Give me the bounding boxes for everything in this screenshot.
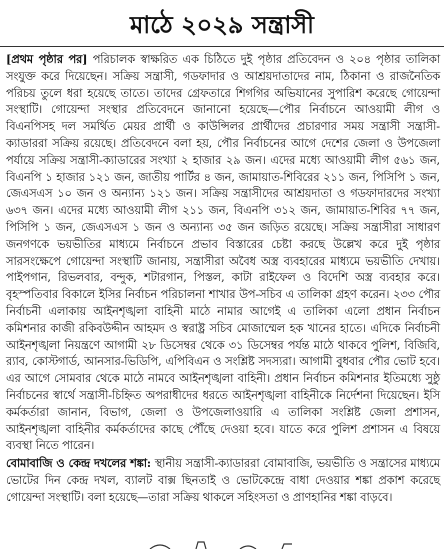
article-body	[0, 47, 444, 507]
glyph-fragment	[196, 542, 206, 549]
paragraph-2-text: স্থানীয় সন্ত্রাসী-ক্যাডাররা বোমাবাজি, ভয়ভীতি ও সন্ত্রাসের মাধ্যমে ভোটের দিন কেন্দ্র দখল, ব্যালট বাক্স ছিনতাই ও ভোটকেন্দ্রে বাধা দেওয়ার শঙ্কা প্রকাশ করেছে গোয়েন্দা সংস্থাটি। বলা হয়েছে—তারা সক্রিয় থাকলে সহিংসতা ও প্রাণহানির শঙ্কা বাড়বে।	[6, 457, 440, 504]
cut-off-bottom-edge	[0, 539, 444, 549]
section-subhead: বোমাবাজি ও কেন্দ্র দখলের শঙ্কা:	[6, 456, 151, 471]
article-paragraph-1	[6, 51, 440, 455]
continuation-kicker: [প্রথম পৃষ্ঠার পর]	[6, 52, 88, 66]
article-paragraph-2	[6, 455, 440, 506]
paragraph-1-text: পরিচালক স্বাক্ষরিত এক চিঠিতে দুই পৃষ্ঠার প্রতিবেদন ও ২০৪ পৃষ্ঠার তালিকা সংযুক্ত করে দিয়েছেন। সক্রিয় সন্ত্রাসী, গডফাদার ও আশ্রয়দাতাদের নাম, ঠিকানা ও রাজনৈতিক পরিচয় তুলে ধরা হয়েছে তাতে। তাদের গ্রেফতারে শিগগির অভিযানের সুপারিশ করেছে গোয়েন্দা সংস্থাটি। গোয়েন্দা সংস্থার প্রতিবেদনে জানানো হয়েছে—পৌর নির্বাচনে আওয়ামী লীগ ও বিএনপিসহ দল সমর্থিত মেয়র প্রার্থী ও কাউন্সিলর প্রার্থীদের প্রচারণার সময় সন্ত্রাসী সন্ত্রাসী-ক্যাডাররা সক্রিয় রয়েছে। প্রতিবেদনে বলা হয়, পৌর নির্বাচনের আগে দেশের জেলা ও উপজেলা পর্যায়ে সক্রিয় সন্ত্রাসী-ক্যাডারের সংখ্যা ২ হাজার ২৯ জন। এদের মধ্যে আওয়ামী লীগ ৫৬১ জন, বিএনপি ১ হাজার ১২১ জন, জাতীয় পার্টির ৪ জন, জামায়াত-শিবিরের ২১১ জন, পিসিপি ১ জন, জেএসএস ১০ জন ও অন্যান্য ১২১ জন। সক্রিয় সন্ত্রাসীদের আশ্রয়দাতা ও গডফাদারদের সংখ্যা ৬৩৭ জন। এদের মধ্যে আওয়ামী লীগ ২১১ জন, বিএনপি ৩১২ জন, জামায়াত-শিবির ৭৭ জন, পিসিপি ১ জন, জেএসএস ১ জন ও অন্যান্য ৩৫ জন জড়িত রয়েছে। সক্রিয় সন্ত্রাসীরা সাধারণ জনগণকে ভয়ভীতির মাধ্যমে নির্বাচনে প্রভাব বিস্তারের চেষ্টা করছে উল্লেখ করে দুই পৃষ্ঠার সারসংক্ষেপে গোয়েন্দা সংস্থাটি জানায়, সন্ত্রাসীরা অবৈধ অস্ত্র ব্যবহারের মাধ্যমে ভয়ভীতি দেখায়। পাইপগান, রিভলবার, বন্দুক, শটারগান, পিস্তল, কাটা রাইফেল ও বিদেশি অস্ত্র ব্যবহার করে। বৃহস্পতিবার বিকালে ইসির নির্বাচন পরিচালনা শাখার উপ-সচিব এ তালিকা গ্রহণ করেন। ২৩৩ পৌর নির্বাচনী এলাকায় আইনশৃঙ্খলা বাহিনী মাঠে নামার আগেই এ তালিকা এলো প্রধান নির্বাচন কমিশনার কাজী রকিবউদ্দীন আহমদ ও স্বরাষ্ট্র সচিব মোজাম্মেল হক খানের হাতে। এদিকে নির্বাচনী আইনশৃঙ্খলা নিয়ন্ত্রণে আগামী ২৮ ডিসেম্বর থেকে ৩১ ডিসেম্বর পর্যন্ত মাঠে থাকবে পুলিশ, বিজিবি, র‌্যাব, কোস্টগার্ড, আনসার-ভিডিপি, এপিবিএন ও সংশ্লিষ্ট সদস্যরা। আগামী বুধবার পৌর ভোট হবে। এর আগে সোমবার থেকে মাঠে নামবে আইনশৃঙ্খলা বাহিনী। প্রধান নির্বাচন কমিশনার ইতিমধ্যে সুষ্ঠু নির্বাচনের স্বার্থে সন্ত্রাসী-চিহ্নিত অপরাধীদের ধরতে আইনশৃঙ্খলা বাহিনীকে নির্দেশনা দিয়েছেন। ইসি কর্মকর্তারা জানান, বিভাগ, জেলা ও উপজেলাওয়ারি এ তালিকা সংশ্লিষ্ট জেলা প্রশাসন, আইনশৃঙ্খলা বাহিনীর কর্মকর্তাদের কাছে পৌঁছে দেওয়া হবে। যাতে করে পুলিশ প্রশাসন এ বিষয়ে ব্যবস্থা নিতে পারেন।	[6, 53, 440, 453]
cut-text-fragments	[0, 539, 444, 549]
glyph-fragment	[150, 545, 170, 549]
headline: মাঠে ২০২৯ সন্ত্রাসী	[0, 6, 444, 47]
glyph-fragment	[282, 544, 292, 549]
